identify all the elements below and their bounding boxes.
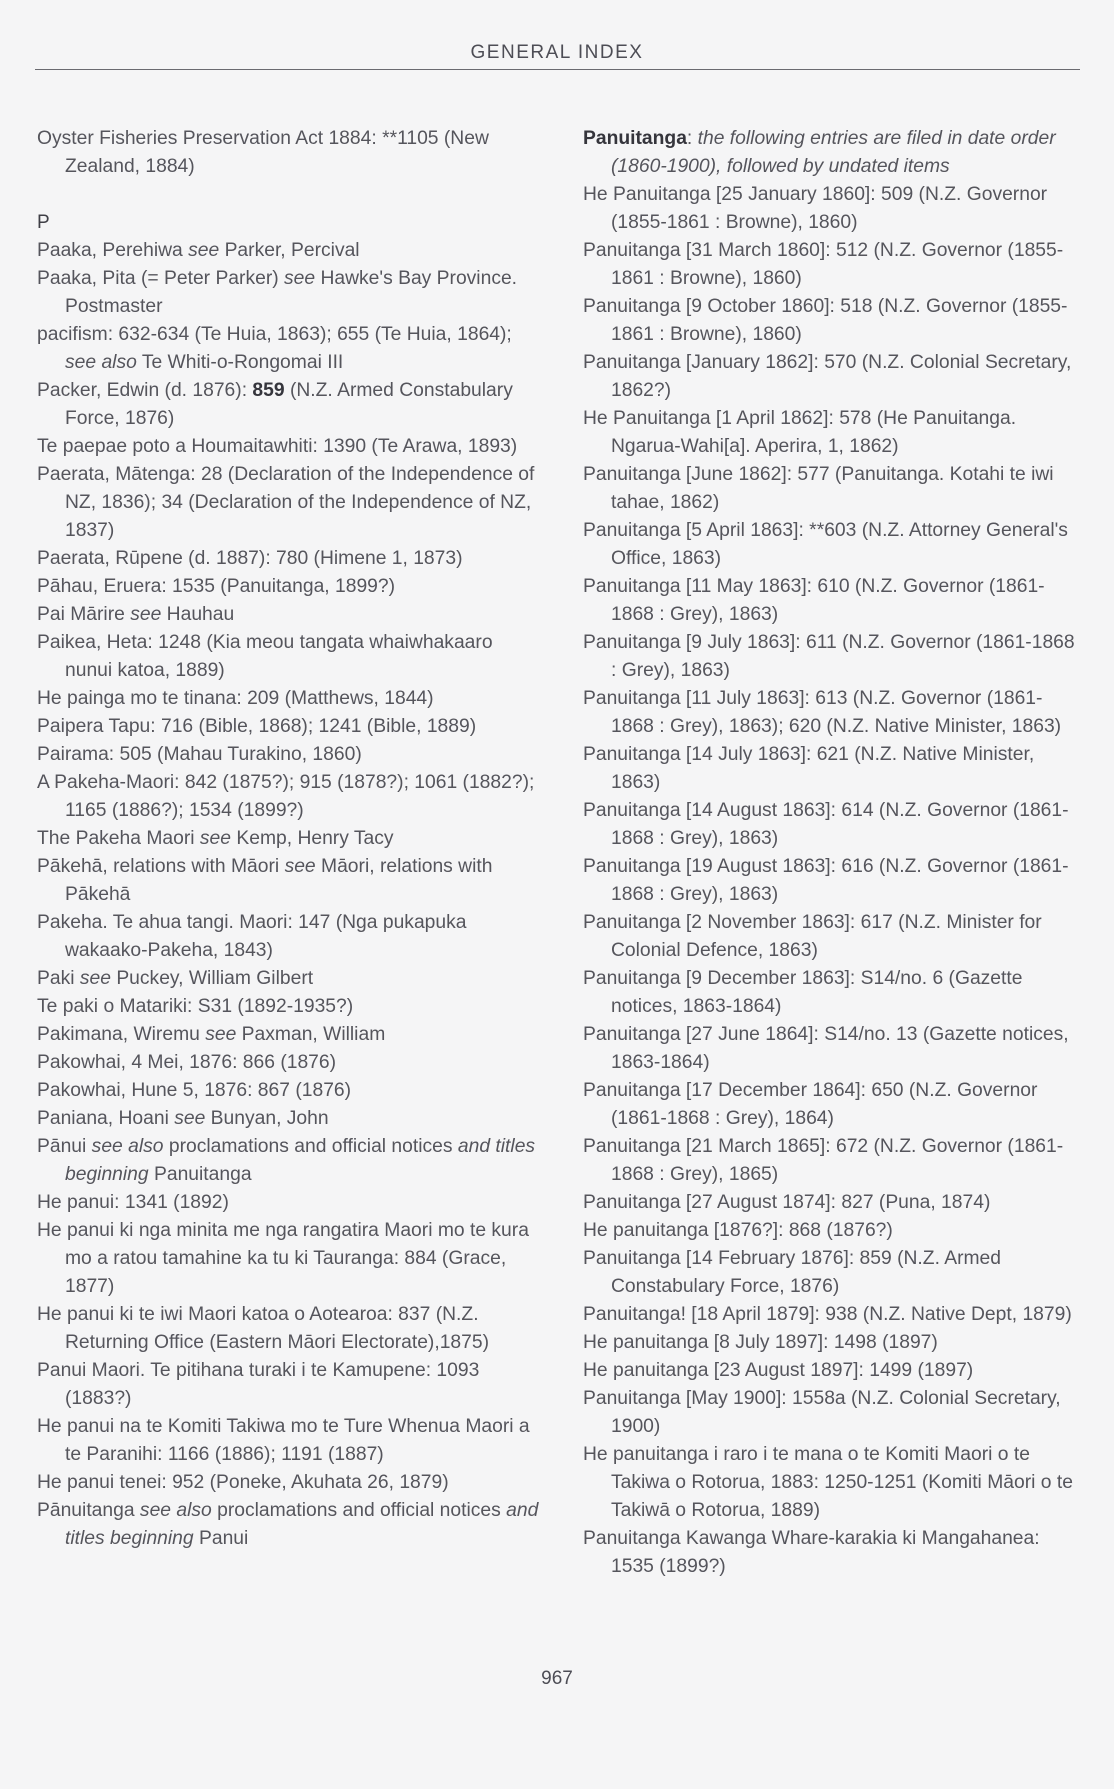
entry-text: Kemp, Henry Tacy: [231, 828, 394, 849]
entry-text: pacifism: 632-634 (Te Huia, 1863); 655 (Te Huia, 1864);: [37, 324, 512, 345]
entry-text: Māori, relations with Pākehā: [65, 856, 493, 905]
index-entry: He panuitanga [1876?]: 868 (1876?): [583, 1220, 893, 1241]
entry-text: Paaka, Pita (= Peter Parker): [37, 268, 285, 289]
see-reference: see also: [139, 1500, 212, 1521]
index-entry: [37, 1497, 539, 1553]
see-reference: see: [205, 1024, 237, 1045]
entry-text: He panui tenei: 952 (Poneke, Akuhata 26, 1879): [37, 1472, 449, 1493]
entry-text: Te paki o Matariki: S31 (1892-1935?): [37, 996, 354, 1017]
index-entry: [37, 769, 539, 825]
index-entry: Panuitanga [January 1862]: 570 (N.Z. Colonial Secretary, 1862?): [583, 352, 1072, 401]
index-entry: Panuitanga [May 1900]: 1558a (N.Z. Colonial Secretary, 1900): [583, 1388, 1061, 1437]
index-entry: [37, 433, 539, 461]
index-entry: Panuitanga [27 June 1864]: S14/no. 13 (Gazette notices, 1863-1864): [583, 1024, 1069, 1073]
index-entry: [37, 461, 539, 545]
left-entry-list: [37, 237, 539, 1553]
see-reference: see: [79, 968, 111, 989]
entry-text: Hawke's Bay Province. Postmaster: [65, 268, 518, 317]
panuitanga-heading: Panuitanga: [583, 128, 687, 149]
index-entry: Panuitanga [11 May 1863]: 610 (N.Z. Governor (1861-1868 : Grey), 1863): [583, 576, 1045, 625]
section-letter: P: [37, 212, 50, 233]
index-entry: He panuitanga [23 August 1897]: 1499 (1897): [583, 1360, 974, 1381]
entry-text: Te Whiti-o-Rongomai III: [136, 352, 344, 373]
index-entry: [37, 825, 539, 853]
index-entry: [37, 741, 539, 769]
see-reference: see: [188, 240, 220, 261]
entry-text: proclamations and official notices: [211, 1500, 507, 1521]
entry-text: Pakimana, Wiremu: [37, 1024, 206, 1045]
index-entry: [37, 685, 539, 713]
entry-text: Puckey, William Gilbert: [110, 968, 314, 989]
right-entry-list: [583, 181, 1083, 1581]
index-entry: Panuitanga Kawanga Whare-karakia ki Mangahanea: 1535 (1899?): [583, 1528, 1040, 1577]
index-entry: [37, 853, 539, 909]
index-entry: Panuitanga [5 April 1863]: **603 (N.Z. Attorney General's Office, 1863): [583, 520, 1068, 569]
see-reference: see: [284, 268, 316, 289]
entry-text: Paipera Tapu: 716 (Bible, 1868); 1241 (Bible, 1889): [37, 716, 477, 737]
index-entry: [37, 1021, 539, 1049]
index-entry: [37, 1357, 539, 1413]
entry-text: Te paepae poto a Houmaitawhiti: 1390 (Te Arawa, 1893): [37, 436, 518, 457]
index-entry: [37, 545, 539, 573]
index-entry: [37, 1189, 539, 1217]
index-entry: Panuitanga [19 August 1863]: 616 (N.Z. Governor (1861-1868 : Grey), 1863): [583, 856, 1069, 905]
entry-bold-ref: 859: [252, 380, 285, 401]
index-entry: [37, 629, 539, 685]
entry-text: Paniana, Hoani: [37, 1108, 175, 1129]
index-entry: [37, 1133, 539, 1189]
entry-text: Panui: [193, 1528, 249, 1549]
index-entry: Panuitanga [9 October 1860]: 518 (N.Z. Governor (1855-1861 : Browne), 1860): [583, 296, 1068, 345]
index-entry: Panuitanga [June 1862]: 577 (Panuitanga. Kotahi te iwi tahae, 1862): [583, 464, 1054, 513]
index-entry: [37, 573, 539, 601]
entry-text: (N.Z. Armed Constabulary Force, 1876): [65, 380, 513, 429]
entry-text: Paikea, Heta: 1248 (Kia meou tangata whaiwhakaaro nunui katoa, 1889): [37, 632, 493, 681]
index-entry: He panuitanga i raro i te mana o te Komiti Maori o te Takiwa o Rotorua, 1883: 1250-1251 (Komiti Māori o te Takiwā o Rotorua, 1889): [583, 1444, 1073, 1521]
entry-text: He panui ki te iwi Maori katoa o Aotearoa: 837 (N.Z. Returning Office (Eastern Māori Electorate),1875): [37, 1304, 490, 1353]
index-entry: Panuitanga [17 December 1864]: 650 (N.Z. Governor (1861-1868 : Grey), 1864): [583, 1080, 1038, 1129]
index-entry: [37, 993, 539, 1021]
entry-text: Paxman, William: [236, 1024, 386, 1045]
see-reference: see also: [65, 352, 137, 373]
index-entry: Panuitanga [9 December 1863]: S14/no. 6 (Gazette notices, 1863-1864): [583, 968, 1023, 1017]
index-entry: He Panuitanga [25 January 1860]: 509 (N.Z. Governor (1855-1861 : Browne), 1860): [583, 184, 1048, 233]
index-entry: [37, 1301, 539, 1357]
index-entry: [37, 601, 539, 629]
index-entry: He panuitanga [8 July 1897]: 1498 (1897): [583, 1332, 938, 1353]
index-entry: Panuitanga [31 March 1860]: 512 (N.Z. Governor (1855-1861 : Browne), 1860): [583, 240, 1064, 289]
entry-text: Paki: [37, 968, 80, 989]
header-rule: [35, 69, 1080, 70]
index-entry: [37, 237, 539, 265]
index-entry: [37, 1469, 539, 1497]
index-entry: He Panuitanga [1 April 1862]: 578 (He Panuitanga. Ngarua-Wahi[a]. Aperira, 1, 1862): [583, 408, 1017, 457]
entry-text: Pākehā, relations with Māori: [37, 856, 285, 877]
entry-text: Bunyan, John: [205, 1108, 329, 1129]
intro-colon: :: [686, 128, 698, 149]
entry-text: Pānuitanga: [37, 1500, 140, 1521]
entry-text: Pairama: 505 (Mahau Turakino, 1860): [37, 744, 362, 765]
index-entry: Panuitanga [14 February 1876]: 859 (N.Z. Armed Constabulary Force, 1876): [583, 1248, 1002, 1297]
index-entry: [37, 1217, 539, 1301]
entry-text: Paerata, Rūpene (d. 1887): 780 (Himene 1, 1873): [37, 548, 463, 569]
entry-text: Pakowhai, 4 Mei, 1876: 866 (1876): [37, 1052, 337, 1073]
index-entry: Panuitanga [14 July 1863]: 621 (N.Z. Native Minister, 1863): [583, 744, 1035, 793]
entry-text: Hauhau: [161, 604, 235, 625]
entry-text: He panui ki nga minita me nga rangatira Maori mo te kura mo a ratou tamahine ka tu ki Tauranga: 884 (Grace, 1877): [37, 1220, 529, 1297]
entry-text: Parker, Percival: [219, 240, 360, 261]
see-reference: see also: [91, 1136, 164, 1157]
entry-text: Paaka, Perehiwa: [37, 240, 189, 261]
index-entry: Panuitanga [11 July 1863]: 613 (N.Z. Governor (1861-1868 : Grey), 1863); 620 (N.Z. Native Minister, 1863): [583, 688, 1062, 737]
index-entry: [37, 1105, 539, 1133]
entry-text: Paerata, Mātenga: 28 (Declaration of the Independence of NZ, 1836); 34 (Declaration of the Independence of NZ, 1837): [37, 464, 535, 541]
entry-text: He panui na te Komiti Takiwa mo te Ture Whenua Maori a te Paranihi: 1166 (1886); 1191 (1887): [37, 1416, 530, 1465]
index-entry: [37, 1049, 539, 1077]
index-entry: [37, 713, 539, 741]
index-entry: [37, 909, 539, 965]
see-reference: see: [130, 604, 162, 625]
entry-text: He panui: 1341 (1892): [37, 1192, 229, 1213]
index-entry: Panuitanga [9 July 1863]: 611 (N.Z. Governor (1861-1868 : Grey), 1863): [583, 632, 1075, 681]
right-column: [583, 125, 1083, 1581]
index-entry: Panuitanga [21 March 1865]: 672 (N.Z. Governor (1861-1868 : Grey), 1865): [583, 1136, 1064, 1185]
index-entry: [37, 1413, 539, 1469]
entry-text: The Pakeha Maori: [37, 828, 200, 849]
entry-text: Panui Maori. Te pitihana turaki i te Kamupene: 1093 (1883?): [37, 1360, 480, 1409]
filing-note: the following entries are filed in date order (1860-1900), followed by undated items: [611, 128, 1056, 177]
entry-text: Pakeha. Te ahua tangi. Maori: 147 (Nga pukapuka wakaako-Pakeha, 1843): [37, 912, 467, 961]
index-entry: [37, 265, 539, 321]
entry-text: Packer, Edwin (d. 1876):: [37, 380, 253, 401]
see-reference: and titles beginning: [65, 1136, 536, 1185]
index-entry: [37, 965, 539, 993]
entry-text: A Pakeha-Maori: 842 (1875?); 915 (1878?); 1061 (1882?); 1165 (1886?); 1534 (1899?): [37, 772, 535, 821]
index-entry: Panuitanga [14 August 1863]: 614 (N.Z. Governor (1861-1868 : Grey), 1863): [583, 800, 1069, 849]
entry-text: proclamations and official notices: [163, 1136, 458, 1157]
index-entry: Panuitanga [2 November 1863]: 617 (N.Z. Minister for Colonial Defence, 1863): [583, 912, 1042, 961]
see-reference: see: [284, 856, 316, 877]
index-entry-oyster: Oyster Fisheries Preservation Act 1884: **1105 (New Zealand, 1884): [37, 128, 489, 177]
index-entry: Panuitanga! [18 April 1879]: 938 (N.Z. Native Dept, 1879): [583, 1304, 1072, 1325]
see-reference: see: [174, 1108, 206, 1129]
index-entry: [37, 1077, 539, 1105]
running-header: GENERAL INDEX: [470, 42, 644, 63]
see-reference: see: [199, 828, 231, 849]
entry-text: Pakowhai, Hune 5, 1876: 867 (1876): [37, 1080, 352, 1101]
see-reference: and titles beginning: [65, 1500, 539, 1549]
page-number: 967: [541, 1668, 573, 1689]
index-entry: [37, 377, 539, 433]
entry-text: Pāhau, Eruera: 1535 (Panuitanga, 1899?): [37, 576, 396, 597]
entry-text: Pai Mārire: [37, 604, 131, 625]
panuitanga-intro: [583, 125, 1083, 181]
index-entry: Panuitanga [27 August 1874]: 827 (Puna, 1874): [583, 1192, 991, 1213]
left-column: [37, 125, 539, 1553]
entry-text: Panuitanga: [148, 1164, 252, 1185]
entry-text: Pānui: [37, 1136, 92, 1157]
index-entry: [37, 321, 539, 377]
entry-text: He painga mo te tinana: 209 (Matthews, 1844): [37, 688, 434, 709]
